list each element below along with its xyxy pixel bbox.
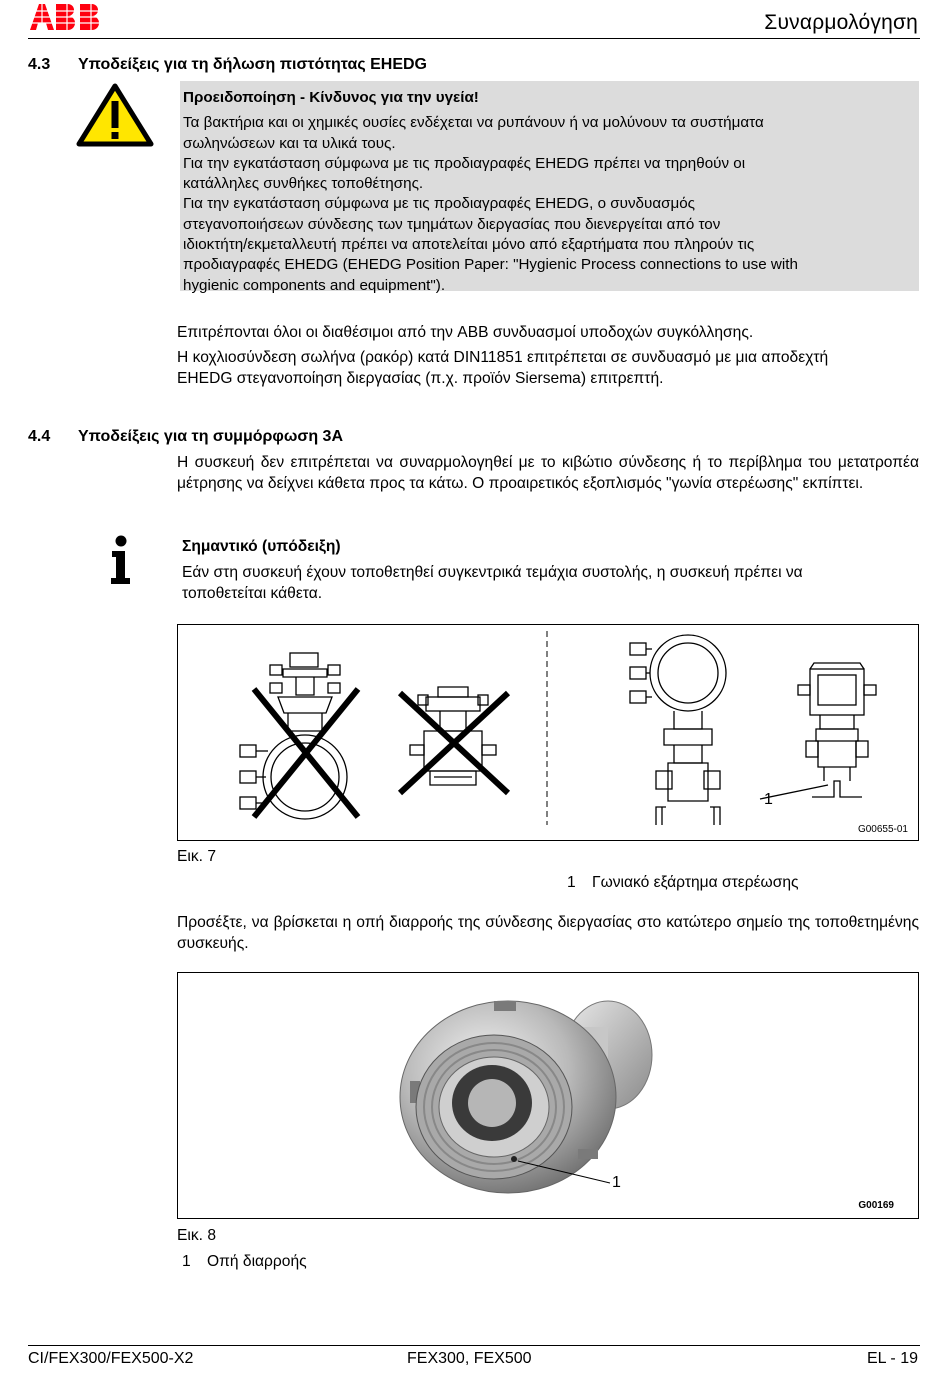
figure-8-id: G00169 [858,1200,894,1211]
paragraph: EHEDG στεγανοποίηση διεργασίας (π.χ. προϊόν Siersema) επιτρεπτή. [177,370,664,387]
warning-line: στεγανοποιήσεων σύνδεσης των τμημάτων διεργασίας που διενεργείται από τον [183,215,721,233]
abb-logo [28,2,108,37]
info-icon [109,535,133,590]
info-text: Εάν στη συσκευή έχουν τοποθετηθεί συγκεντρικά τεμάχια συστολής, η συσκευή πρέπει να [182,564,803,581]
warning-line: Για την εγκατάσταση σύμφωνα με τις προδιαγραφές EHEDG, ο συνδυασμός [183,195,695,213]
footer-rule [28,1345,920,1346]
figure-7-id: G00655-01 [857,824,908,835]
footer-product: FEX300, FEX500 [407,1350,532,1367]
info-title: Σημαντικό (υπόδειξη) [182,538,341,555]
figure-8-legend-num: 1 [182,1253,191,1270]
footer-doc-id: CI/FEX300/FEX500-X2 [28,1350,194,1367]
warning-line: Τα βακτήρια και οι χημικές ουσίες ενδέχεται να ρυπάνουν ή να μολύνουν τα συστήματα [183,114,764,132]
figure-8-legend-text: Οπή διαρροής [207,1253,307,1270]
section-number: 4.3 [28,56,51,73]
warning-line: προδιαγραφές EHEDG (EHEDG Position Paper: "Hygienic Process connections to use with [183,256,798,274]
figure-7-callout: 1 [764,791,773,808]
info-text: τοποθετείται κάθετα. [182,585,323,602]
mounting-orientation-drawing [178,625,918,840]
warning-triangle-icon [76,83,154,152]
figure-7 [177,624,919,841]
warning-text [183,88,903,296]
section-title: Υποδείξεις για τη δήλωση πιστότητας EHEDG [78,56,427,73]
warning-line: κατάλληλες συνθήκες τοποθέτησης. [183,175,424,193]
header-rule [28,38,920,39]
figure-8-label: Εικ. 8 [177,1227,216,1244]
section-number: 4.4 [28,428,51,445]
header-title: Συναρμολόγηση [764,11,918,34]
paragraph: Η συσκευή δεν επιτρέπεται να συναρμολογηθεί με το κιβώτιο σύνδεσης ή το περίβλημα του μετατροπέα μέτρησης να δείχνει κάθετα προς τα κάτω. Ο προαιρετικός εξοπλισμός "γωνία στερέωσης" εκπίπτει. [177,454,919,492]
footer-page-number: EL - 19 [867,1350,918,1367]
warning-line: Για την εγκατάσταση σύμφωνα με τις προδιαγραφές EHEDG πρέπει να τηρηθούν οι [183,154,746,172]
warning-line: ιδιοκτήτη/εκμεταλλευτή πρέπει να αποτελείται μόνο από εξαρτήματα που πληρούν τις [183,236,755,254]
figure-7-label: Εικ. 7 [177,848,216,865]
warning-line: σωληνώσεων και τα υλικά τους. [183,134,396,152]
figure-8 [177,972,919,1219]
warning-line: hygienic components and equipment"). [183,276,446,294]
paragraph: Η κοχλιοσύνδεση σωλήνα (ρακόρ) κατά DIN11851 επιτρέπεται σε συνδυασμό με μια αποδεχτή [177,349,829,366]
section-title: Υποδείξεις για τη συμμόρφωση 3A [78,428,343,445]
figure-8-callout: 1 [612,1174,621,1191]
figure-7-legend-num: 1 [567,874,576,891]
figure-7-legend-text: Γωνιακό εξάρτημα στερέωσης [592,874,799,891]
paragraph: Προσέξτε, να βρίσκεται η οπή διαρροής της σύνδεσης διεργασίας στο κατώτερο σημείο της τοποθετημένης συσκευής. [177,914,919,952]
process-connection-photo [178,973,918,1218]
paragraph: Επιτρέπονται όλοι οι διαθέσιμοι από την ABB συνδυασμοί υποδοχών συγκόλλησης. [177,324,754,341]
warning-title: Προειδοποίηση - Κίνδυνος για την υγεία! [183,89,479,106]
